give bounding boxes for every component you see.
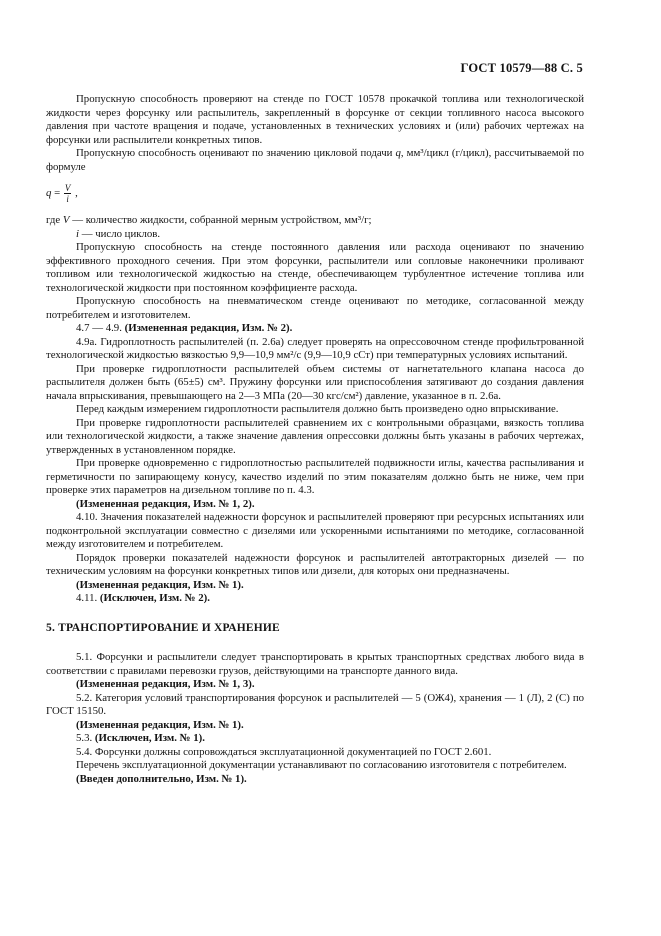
running-header: ГОСТ 10579—88 С. 5	[460, 61, 583, 75]
paragraph: Перед каждым измерением гидроплотности распылителя должно быть произведено одно впрыскивание.	[76, 403, 559, 415]
amendment-note: (Введен дополнительно, Изм. № 1).	[76, 772, 247, 785]
amendment-note: (Измененная редакция, Изм. № 1).	[76, 718, 244, 731]
amendment-note: (Измененная редакция, Изм. № 1, 3).	[76, 678, 255, 690]
amendment-note: (Измененная редакция, Изм. № 1, 2).	[76, 497, 255, 510]
paragraph: 5.1. Форсунки и распылители следует транспортировать в крытых транспортных средствах любого вида в соответствии с правилами перевозки грузов, действующими на транспорте данного вида.	[46, 651, 584, 677]
paragraph: Пропускную способность на пневматическом стенде оценивают по методике, согласованной между потребителем и изготовителем.	[46, 295, 584, 321]
paragraph: 4.7 — 4.9. (Измененная редакция, Изм. № 2).	[76, 322, 293, 334]
where-clause: i — число циклов.	[76, 227, 161, 240]
where-clause: где V — количество жидкости, собранной мерным устройством, мм³/г;	[46, 214, 372, 226]
formula: q = $\frac{V}{i}$ ,	[46, 183, 78, 204]
paragraph: 5.4. Форсунки должны сопровождаться эксплуатационной документацией по ГОСТ 2.601.	[76, 745, 492, 758]
section-heading: 5. ТРАНСПОРТИРОВАНИЕ И ХРАНЕНИЕ	[46, 621, 280, 634]
paragraph: Порядок проверки показателей надежности форсунок и распылителей автотракторных дизелей — по техническим условиям на форсунки конкретных типов или дизели, для которых они предназначены.	[46, 551, 584, 577]
paragraph: 4.9а. Гидроплотность распылителей (п. 2.6а) следует проверять на опрессовочном стенде профильтрованной технологической жидкостью вязкостью 9,9—10,9 мм²/с (9,9—10,9 сСт) при температурных условиях испытаний.	[46, 335, 584, 361]
paragraph: При проверке одновременно с гидроплотностью распылителей подвижности иглы, качества распыливания и герметичности по запирающему конусу, качество изделий по этим показателям должно быть не ниже, чем при проверке этих параметров на дизельном топливе по п. 4.3.	[46, 457, 584, 496]
paragraph: Пропускную способность оценивают по значению цикловой подачи q, мм³/цикл (г/цикл), рассчитываемой по формуле	[46, 147, 584, 173]
amendment-note: (Измененная редакция, Изм. № 1).	[76, 578, 244, 591]
paragraph: При проверке гидроплотности распылителей сравнением их с контрольными образцами, вязкость топлива или технологической жидкости, а также значение давления опрессовки должны быть указаны в рабочих чертежах, утвержденных в установленном порядке.	[46, 416, 584, 456]
paragraph: Пропускную способность проверяют на стенде по ГОСТ 10578 прокачкой топлива или технологической жидкости через форсунку или распылитель, закрепленный в форсунке от секции топливного насоса высокого давления при частоте вращения и подаче, установленных в технических условиях и (или) рабочих чертежах на форсунки или распылители конкретных типов.	[46, 93, 584, 146]
paragraph: Пропускную способность на стенде постоянного давления или расхода оценивают по значению эффективного проходного сечения. При этом форсунки, распылители или сопловые наконечники проливают топливом или технологической жидкостью на стенде, обеспечивающем турбулентное истечение топлива или технологической жидкости при постоянном коэффициенте расхода.	[46, 241, 584, 294]
paragraph: 4.11. (Исключен, Изм. № 2).	[76, 592, 210, 604]
fraction: $\frac{V}{i}$	[64, 183, 71, 204]
paragraph: 4.10. Значения показателей надежности форсунок и распылителей проверяют при ресурсных испытаниях или подконтрольной эксплуатации совместно с дизелями или ускоренными испытаниями по методике, согласованной между изготовителем и потребителем.	[46, 511, 584, 550]
paragraph: 5.2. Категория условий транспортирования форсунок и распылителей — 5 (ОЖ4), хранения — 1 (Л), 2 (С) по ГОСТ 15150.	[46, 691, 584, 717]
paragraph: 5.3. (Исключен, Изм. № 1).	[76, 732, 205, 744]
variable: q	[395, 147, 401, 159]
paragraph: При проверке гидроплотности распылителей объем системы от нагнетательного клапана насоса до распылителя должен быть (65±5) см³. Пружину форсунки или приспособления затягивают до создания давления начала впрыскивания, превышающего на 2—3 МПа (20—30 кгс/см²) давление, указанное в п. 2.6а.	[46, 362, 584, 402]
paragraph: Перечень эксплуатационной документации устанавливают по согласованию изготовителя с потребителем.	[76, 759, 567, 771]
page-body	[46, 93, 584, 786]
